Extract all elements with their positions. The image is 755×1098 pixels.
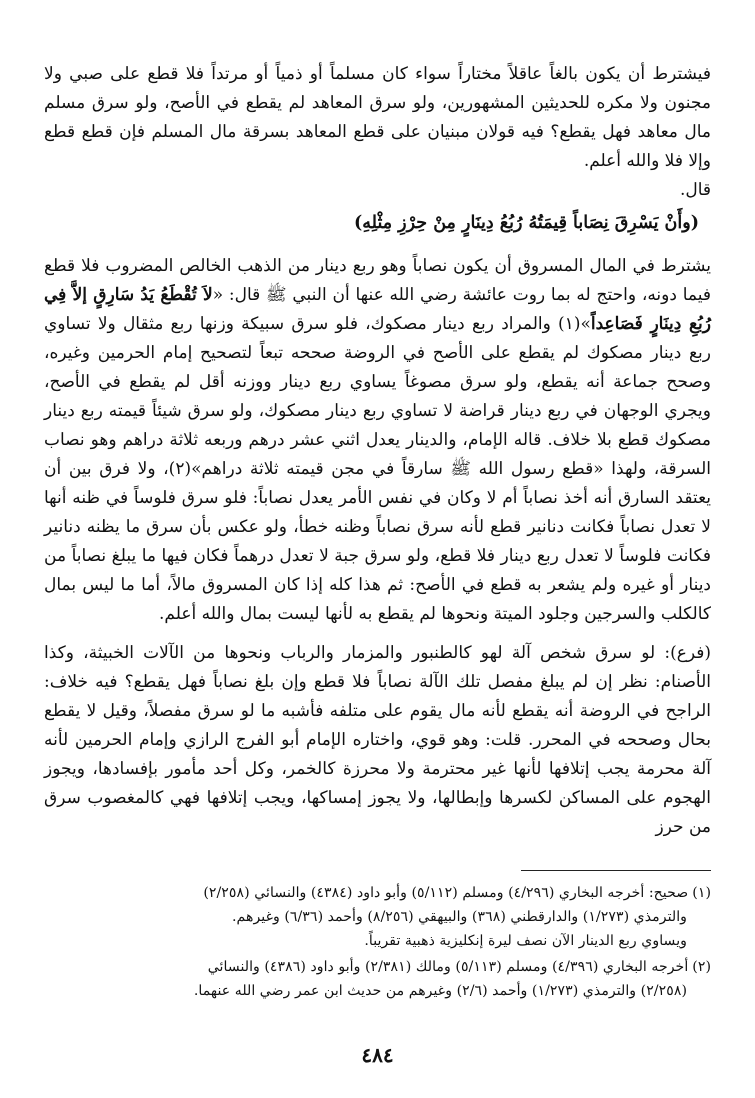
footnote-2-number: (٢) <box>692 959 711 975</box>
footnote-2 <box>44 955 711 1003</box>
footnote-1-number: (١) <box>692 885 711 901</box>
paragraph-conditions-of-thief: فيشترط أن يكون بالغاً عاقلاً مختاراً سواء كان مسلماً أو ذمياً أو مرتداً فلا قطع على صبي ولا مجنون ولا مكره للحديثين المشهورين، ولو سرق المعاهد لم يقطع في الأصح، ولو سرق مسلم مال معاهد فهل يقطع؟ فيه قولان مبنيان على قطع المعاهد بسرقة مال المسلم فإن قطع قطع وإلا فلا والله أعلم. <box>44 64 711 171</box>
footnote-1 <box>44 881 711 953</box>
paragraph-nisab-start: يشترط في المال المسروق أن يكون نصاباً وهو ربع دينار من الذهب الخالص المضروب فلا قطع فيما دونه، واحتج له بما روت عائشة رضي الله عنها أن النبي ﷺ قال: « <box>44 256 711 305</box>
page-number: ٤٨٤ <box>361 1043 394 1067</box>
footnote-1-line-2: والترمذي (١/٢٧٣) والدارقطني (٣٦٨) والبيهقي (٨/٢٥٦) وأحمد (٦/٣٦) وغيرهم. <box>232 909 687 925</box>
footnote-2-line-1 <box>44 955 711 979</box>
paragraph-far-instruments: (فرع): لو سرق شخص آلة لهو كالطنبور والمزمار والرباب ونحوها من الآلات الخبيثة، وكذا الأصنام: نظر إن لم يبلغ مفصل تلك الآلة نصاباً فلا قطع وإن بلغ نصاباً فهل يقطع؟ فيه خلاف: الراجح في الروضة أنه يقطع لأنه مال يقوم على متلفه فأشبه ما لو سرق مفصلاً، وقيل لا يقطع بحال وصححه في المحرر. قلت: وهو قوي، واختاره الإمام أبو الفرج الرازي وإمام الحرمين لأنه آلة محرمة يجب إتلافها لأنها غير محترمة ولا محرزة كالخمر، وكل أحد مأمور بإفسادها، ويجوز الهجوم على المساكن لكسرها وإبطالها، ولا يجوز إمساكها، ويجب إتلافها فهي كالمغصوب سرق من حرز <box>44 643 711 837</box>
footnote-2-line-2: (٢/٢٥٨) والترمذي (١/٢٧٣) وأحمد (٢/٦) وغيرهم من حديث ابن عمر رضي الله عنهما. <box>193 983 687 999</box>
footnote-1-text-1: صحيح: أخرجه البخاري (٤/٢٩٦) ومسلم (٥/١١٢) وأبو داود (٤٣٨٤) والنسائي (٢/٢٥٨) <box>203 885 689 901</box>
footnotes <box>44 870 711 1005</box>
footnote-2-text-1: أخرجه البخاري (٤/٣٩٦) ومسلم (٥/١١٣) ومالك (٢/٣٨١) وأبو داود (٤٣٨٦) والنسائي <box>207 959 689 975</box>
footnote-divider <box>521 870 711 871</box>
qal-label: قال. <box>679 180 711 200</box>
paragraph-nisab <box>44 252 711 629</box>
footnote-1-line-1 <box>44 881 711 905</box>
hadith-quote: لاَ تُقْطَعُ يَدُ سَارِقٍ إلاَّ فِي رُبُعِ دِينَارٍ فَصَاعِداً <box>44 285 711 334</box>
main-text <box>44 60 711 842</box>
footnote-1-line-3: ويساوي ربع الدينار الآن نصف ليرة إنكليزية ذهبية تقريباً. <box>364 933 687 949</box>
paragraph-nisab-rest: »(١) والمراد ربع دينار مصكوك، فلو سرق سبيكة وزنها ربع مثقال ولا تساوي ربع دينار مصكوك لم يقطع على الأصح في الروضة صححه تبعاً لتصحيح إمام الحرمين وغيره، وصحح جماعة أنه يقطع، ولو سرق مصوغاً يساوي ربع دينار ووزنه أقل لم يقطع في الأصح، ويجري الوجهان في ربع دينار قراضة لا تساوي ربع دينار مصكوك، ولو سرق شيئاً قيمته ربع دينار مصكوك قطع بلا خلاف. قاله الإمام، والدينار يعدل اثني عشر درهم وربعه ثلاثة دراهم وهو نصاب السرقة، ولهذا «قطع رسول الله ﷺ سارقاً في مجن قيمته ثلاثة دراهم»(٢)، ولا فرق بين أن يعتقد السارق أنه أخذ نصاباً أم لا وكان في نفس الأمر يعدل نصاباً: فلو سرق فلوساً في ظنه أنها لا تعدل نصاباً فكانت دنانير قطع لأنه سرق نصاباً وظنه خطأ، ولو عكس بأن سرق ما يظنه دنانير فكانت فلوساً لا تعدل ربع دينار فلا قطع، ولو سرق جبة لا تعدل درهماً فكان فيها ما يبلغ نصاباً من دينار أو غيره ولم يشعر به قطع في الأصح: ثم هذا كله إذا كان المسروق مالاً، أما ما ليس بمال كالكلب والسرجين وجلود الميتة ونحوها لم يقطع به لأنها ليست بمال والله أعلم. <box>44 314 711 624</box>
matn-quote: (وأَنْ يَسْرِقَ نِصَاباً قِيمَتُهُ رُبُعُ دِينَارٍ مِنْ حِرْزِ مِثْلِهِ) <box>353 213 699 233</box>
